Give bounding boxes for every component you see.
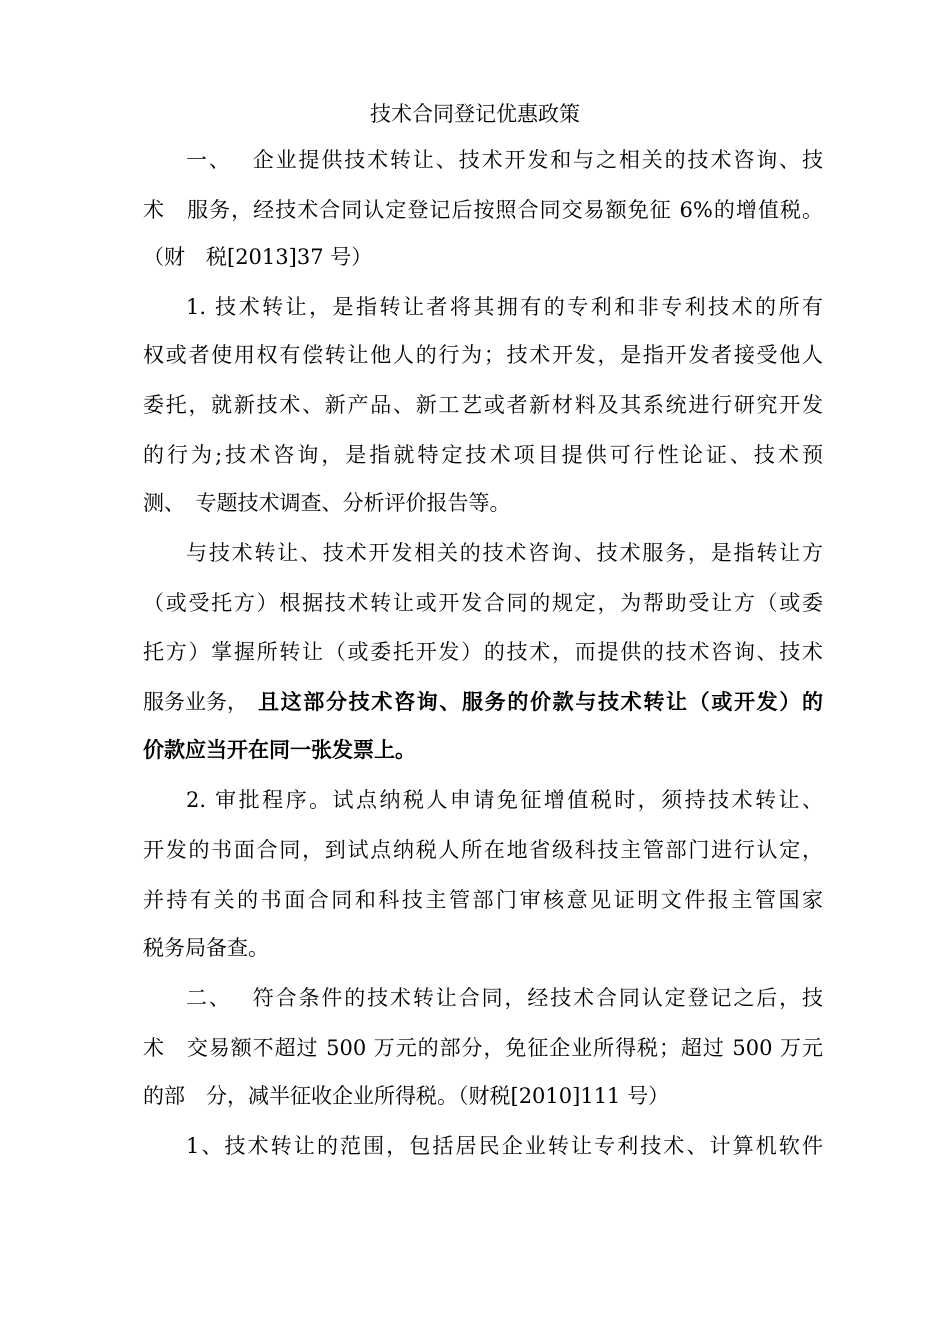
paragraph-line: 与技术转让、技术开发相关的技术咨询、技术服务，是指转让方 [186, 541, 823, 565]
paragraph-line: 术 交易额不超过 500 万元的部分，免征企业所得税；超过 500 万元 [143, 1036, 823, 1060]
paragraph-line: 托方）掌握所转让（或委托开发）的技术，而提供的技术咨询、技术 [143, 640, 823, 664]
paragraph-line: （或受托方）根据技术转让或开发合同的规定，为帮助受让方（或委 [143, 591, 823, 615]
bold-emphasis-line: 价款应当开在同一张发票上。 [143, 737, 416, 762]
paragraph-line: 税务局备查。 [143, 936, 269, 960]
paragraph-line: 委托，就新技术、新产品、新工艺或者新材料及其系统进行研究开发 [143, 393, 823, 417]
paragraph-line: 权或者使用权有偿转让他人的行为；技术开发，是指开发者接受他人 [143, 343, 823, 367]
paragraph-line: 一、 企业提供技术转让、技术开发和与之相关的技术咨询、技 [186, 148, 823, 172]
paragraph-line: 1、技术转让的范围，包括居民企业转让专利技术、计算机软件 [186, 1134, 823, 1158]
paragraph-line: 并持有关的书面合同和科技主管部门审核意见证明文件报主管国家 [143, 888, 823, 912]
paragraph-line: 术 服务，经技术合同认定登记后按照合同交易额免征 6%的增值税。 [143, 198, 823, 222]
bold-emphasis-line: 且这部分技术咨询、服务的价款与技术转让（或开发）的 [258, 689, 823, 714]
paragraph-line: 二、 符合条件的技术转让合同，经技术合同认定登记之后，技 [186, 986, 823, 1010]
paragraph-line: （财 税[2013]37 号） [143, 245, 373, 269]
paragraph-line: 测、 专题技术调查、分析评价报告等。 [143, 491, 511, 515]
paragraph-line: 服务业务， [143, 690, 248, 714]
paragraph-line: 2. 审批程序。试点纳税人申请免征增值税时，须持技术转让、 [186, 788, 823, 812]
paragraph-line: 的部 分，减半征收企业所得税。（财税[2010]111 号） [143, 1084, 670, 1108]
paragraph-line: 开发的书面合同，到试点纳税人所在地省级科技主管部门进行认定， [143, 838, 823, 862]
document-title: 技术合同登记优惠政策 [370, 102, 580, 126]
paragraph-line: 的行为;技术咨询，是指就特定技术项目提供可行性论证、技术预 [143, 443, 823, 467]
paragraph-line: 1. 技术转让，是指转让者将其拥有的专利和非专利技术的所有 [186, 295, 823, 319]
